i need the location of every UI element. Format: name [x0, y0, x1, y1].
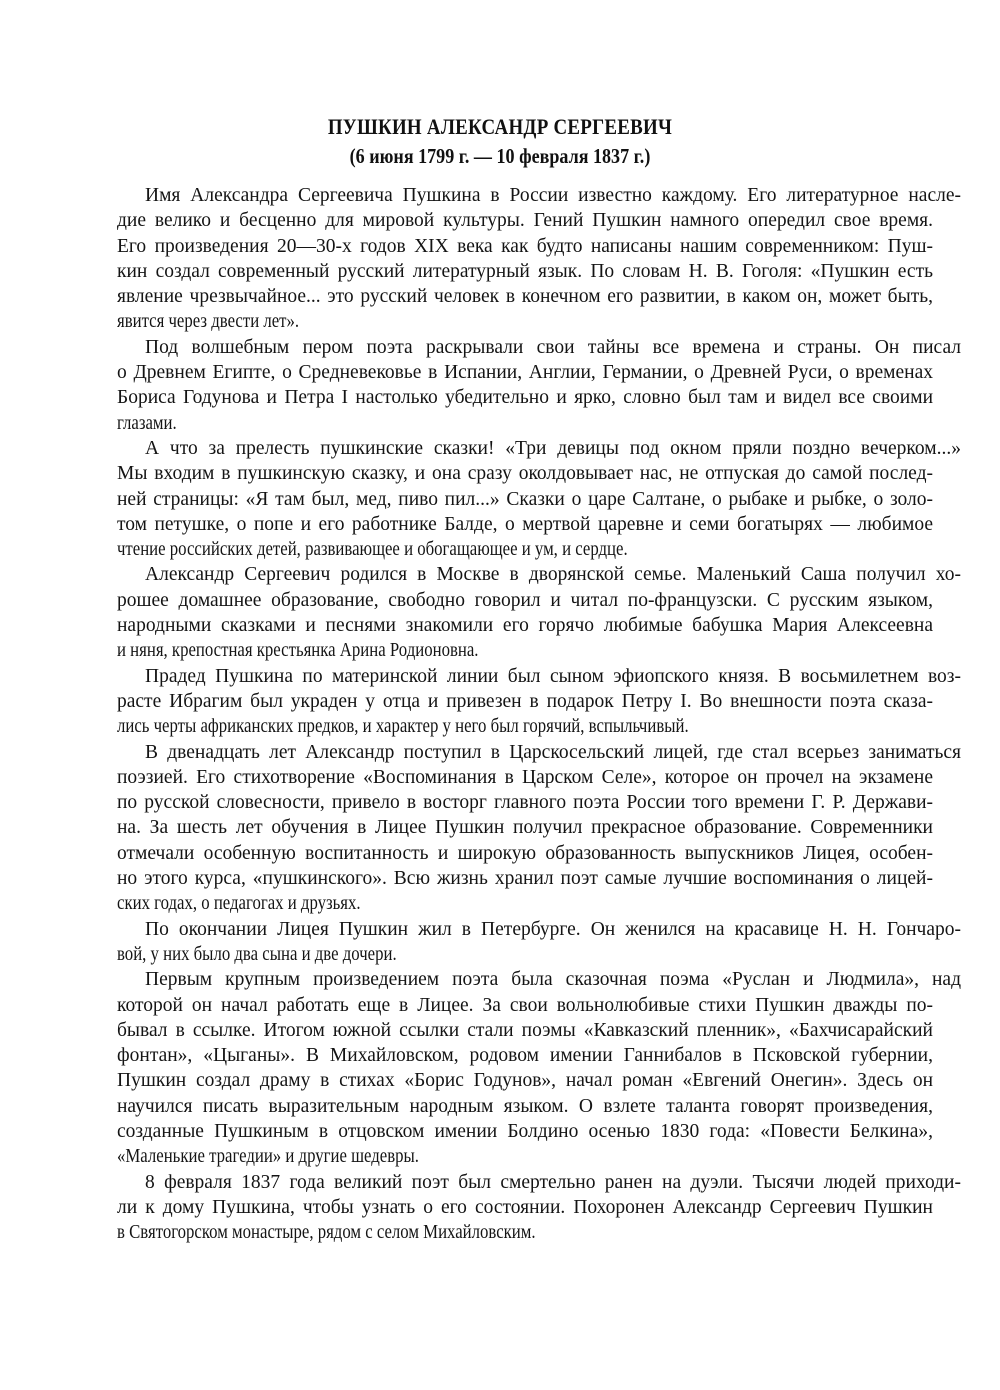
paragraph: [117, 562, 961, 663]
text-line: Бориса Годунова и Петра I настолько убедительно и ярко, словно был там и видел все своими: [117, 387, 933, 409]
paragraph: [117, 740, 961, 917]
text-line: Мы входим в пушкинскую сказку, и она сразу околдовывает нас, не отпуская до самой послед-: [117, 463, 933, 485]
text-line: бывал в ссылке. Итогом южной ссылки стали поэмы «Кавказский пленник», «Бахчисарайский: [117, 1019, 933, 1041]
text-line: Имя Александра Сергеевича Пушкина в России известно каждому. Его литературное насле-: [145, 185, 961, 206]
text-line: расте Ибрагим был украден у отца и привезен в подарок Петру I. Во внешности поэта сказа-: [117, 690, 933, 712]
text-line: о Древнем Египте, о Средневековье в Испании, Англии, Германии, о Древней Руси, о временах: [117, 362, 933, 384]
text-line: фонтан», «Цыганы». В Михайловском, родовом имении Ганнибалов в Псковской губернии,: [117, 1045, 933, 1067]
text-line: ских годах, о педагогах и друзьях.: [117, 893, 361, 915]
text-line: Прадед Пушкина по материнской линии был сыном эфиопского князя. В восьмилетнем воз-: [145, 665, 961, 687]
text-line: отмечали особенную воспитанность и широкую образованность выпускников Лицея, особен-: [117, 842, 933, 864]
text-line: Его произведения 20—30-х годов XIX века как будто написаны нашим современником: Пуш-: [117, 235, 933, 257]
text-line: лись черты африканских предков, и характер у него был горячий, вспыльчивый.: [117, 716, 689, 738]
paragraph: [117, 917, 961, 968]
text-line: дие велико и бесценно для мировой культуры. Гений Пушкин намного опередил свое время.: [117, 210, 933, 232]
paragraph: [117, 436, 961, 562]
text-line: кин создал современный русский литературный язык. По словам Н. В. Гоголя: «Пушкин есть: [117, 260, 933, 282]
text-line: по русской словесности, привело в восторг главного поэта России того времени Г. Р. Держави-: [117, 792, 933, 814]
text-line: явление чрезвычайное... это русский человек в конечном его развитии, в каком он, может быть,: [117, 286, 933, 308]
text-line: чтение российских детей, развивающее и обогащающее и ум, и сердце.: [117, 539, 628, 561]
text-line: но этого курса, «пушкинского». Всю жизнь хранил поэт самые лучшие воспоминания о лицей-: [117, 868, 933, 890]
text-line: научился писать выразительным народным языком. О взлете таланта говорят произведения,: [117, 1095, 933, 1117]
paragraph: [117, 1170, 961, 1246]
text-line: на. За шесть лет обучения в Лицее Пушкин получил прекрасное образование. Современники: [117, 817, 933, 839]
text-line: том петушке, о попе и его работнике Балде, о мертвой царевне и семи богатырях — любимое: [117, 513, 933, 535]
text-line: рошее домашнее образование, свободно говорил и читал по-французски. С русским языком,: [117, 589, 933, 611]
paragraph: [117, 335, 961, 436]
text-line: А что за прелесть пушкинские сказки! «Три девицы под окном пряли поздно вечерком...»: [145, 437, 961, 459]
text-line: явится через двести лет».: [117, 311, 300, 333]
paragraph: [117, 967, 961, 1169]
text-line: которой он начал работать еще в Лицее. За свои вольнолюбивые стихи Пушкин дважды по-: [117, 994, 933, 1016]
text-line: созданные Пушкиным в отцовском имении Болдино осенью 1830 года: «Повести Белкина»,: [117, 1120, 933, 1142]
text-line: народными сказками и песнями знакомили его горячо любимые бабушка Мария Алексеевна: [117, 615, 933, 637]
paragraph: [117, 664, 961, 740]
text-line: Александр Сергеевич родился в Москве в дворянской семье. Маленький Саша получил хо-: [145, 564, 961, 586]
paragraph: [117, 183, 961, 335]
text-line: Пушкин создал драму в стихах «Борис Годунов», начал роман «Евгений Онегин». Здесь он: [117, 1070, 933, 1092]
page-subtitle-dates: (6 июня 1799 г. — 10 февраля 1837 г.): [349, 144, 651, 168]
text-line: Под волшебным пером поэта раскрывали свои тайны все времена и страны. Он писал: [145, 336, 961, 358]
text-line: По окончании Лицея Пушкин жил в Петербурге. Он женился на красавице Н. Н. Гончаро-: [145, 918, 961, 940]
text-line: и няня, крепостная крестьянка Арина Родионовна.: [117, 640, 479, 662]
document-body: [117, 183, 961, 1245]
text-line: вой, у них было два сына и две дочери.: [117, 943, 397, 965]
text-line: Первым крупным произведением поэта была сказочная поэма «Руслан и Людмила», над: [145, 969, 961, 991]
page-title: ПУШКИН АЛЕКСАНДР СЕРГЕЕВИЧ: [327, 114, 673, 139]
text-line: поэзией. Его стихотворение «Воспоминания в Царском Селе», которое он прочел на экзамене: [117, 766, 933, 788]
text-line: ли к дому Пушкина, чтобы узнать о его состоянии. Похоронен Александр Сергеевич Пушкин: [117, 1196, 933, 1218]
text-line: «Маленькие трагедии» и другие шедевры.: [117, 1146, 419, 1168]
text-line: ней страницы: «Я там был, мед, пиво пил...» Сказки о царе Салтане, о рыбаке и рыбке, о золо-: [117, 488, 933, 510]
text-line: глазами.: [117, 412, 177, 434]
text-line: В двенадцать лет Александр поступил в Царскосельский лицей, где стал всерьез заниматься: [145, 741, 961, 763]
text-line: в Святогорском монастыре, рядом с селом Михайловским.: [117, 1222, 536, 1244]
text-line: 8 февраля 1837 года великий поэт был смертельно ранен на дуэли. Тысячи людей приходи-: [145, 1171, 961, 1193]
